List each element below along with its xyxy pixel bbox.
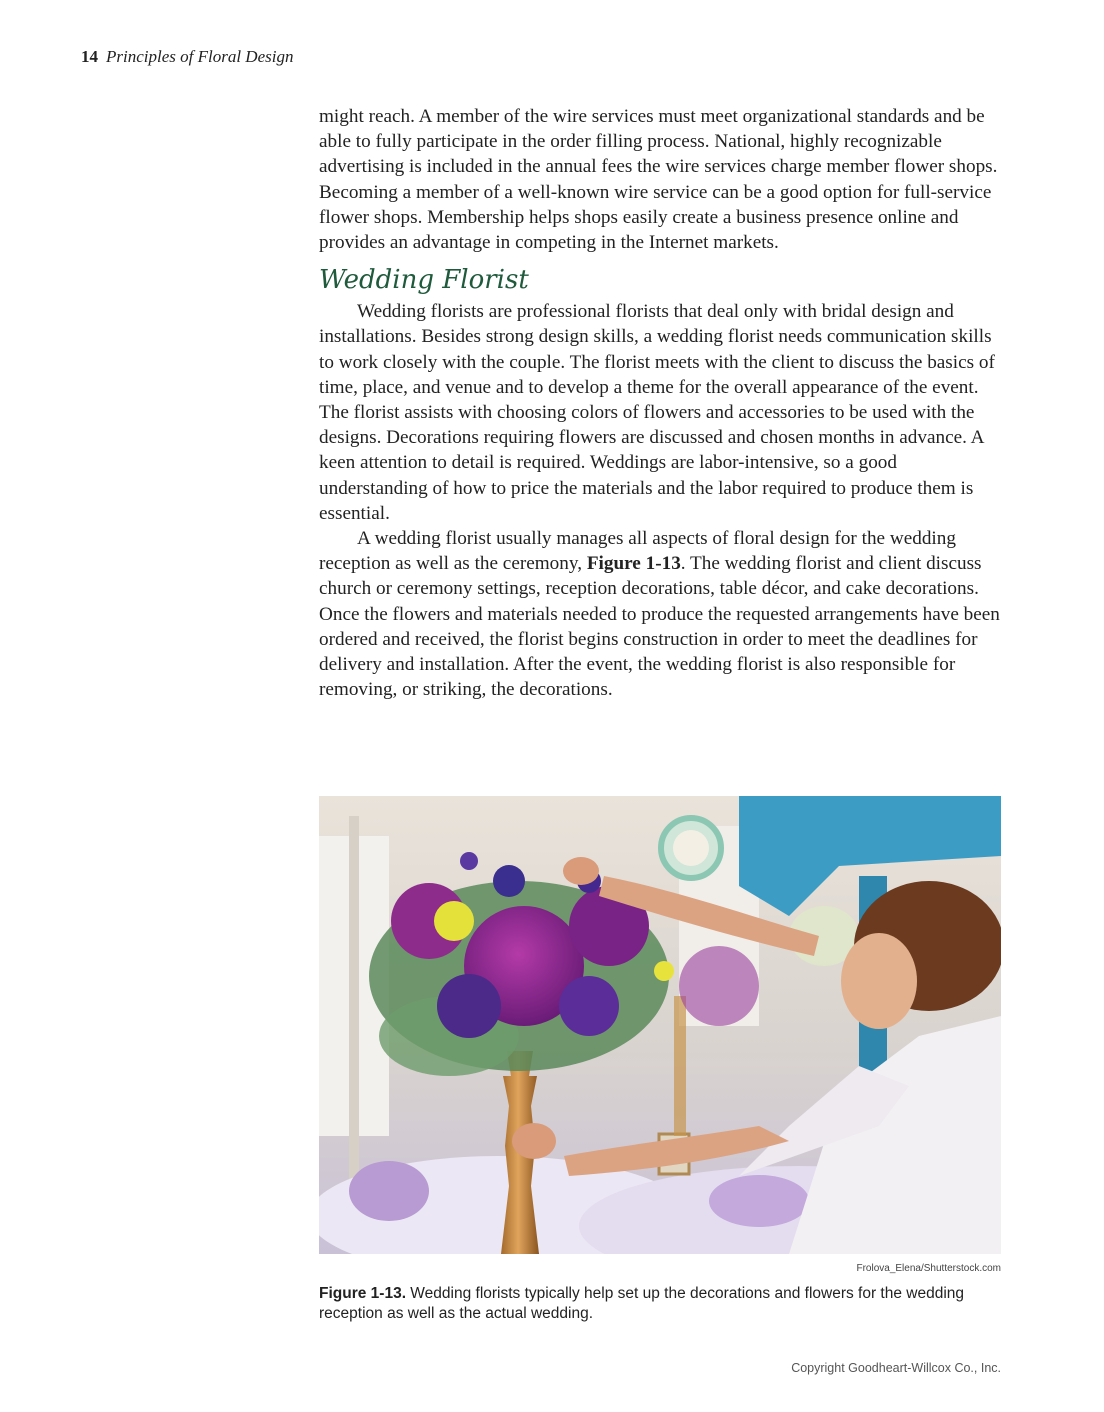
caption-text: Wedding florists typically help set up the decorations and flowers for the wedding reception as well as the actual wedding. (319, 1285, 965, 1322)
section-heading: Wedding Florist (319, 265, 529, 296)
body-column (319, 104, 1009, 702)
figure-photo (319, 796, 1001, 1254)
photo-credit: Frolova_Elena/Shutterstock.com (856, 1263, 1001, 1274)
paragraph-text: . The wedding florist and client discuss church or ceremony settings, reception decorations, table décor, and cake decorations. Once the flowers and materials needed to produce the requested arrangements have been ordered and received, the florist begins construction in order to meet the deadlines for delivery and installation. After the event, the wedding florist is also responsible for removing, or striking, the decorations. (319, 553, 1000, 701)
caption-label: Figure 1-13. (319, 1285, 406, 1302)
running-head (81, 47, 293, 67)
body-paragraph-with-figref (319, 526, 1009, 702)
body-paragraph: Wedding florists are professional florists that deal only with bridal design and installations. Besides strong design skills, a wedding florist needs communication skills to work closely with the couple. The florist meets with the client to discuss the basics of time, place, and venue and to develop a theme for the overall appearance of the event. The florist assists with choosing colors of flowers and accessories to be used with the designs. Decorations requiring flowers are discussed and chosen months in advance. A keen attention to detail is required. Weddings are labor-intensive, so a good understanding of how to price the materials and the labor required to produce them is essential. (319, 301, 995, 524)
figure-caption (319, 1284, 1009, 1324)
page-number: 14 (81, 47, 98, 66)
intro-paragraph: might reach. A member of the wire services must meet organizational standards and be able to fully participate in the order filling process. National, highly recognizable advertising is included in the annual fees the wire services charge member flower shops. Becoming a member of a well-known wire service can be a good option for full-service flower shops. Membership helps shops easily create a business presence online and provides an advantage in competing in the Internet markets. (319, 106, 998, 254)
book-title: Principles of Floral Design (106, 47, 294, 66)
paragraph-text: A wedding florist usually manages all aspects of floral design for the wedding reception as well as the ceremony, (319, 528, 956, 575)
figure-reference: Figure 1-13 (586, 553, 681, 575)
copyright-footer: Copyright Goodheart-Willcox Co., Inc. (791, 1361, 1001, 1375)
